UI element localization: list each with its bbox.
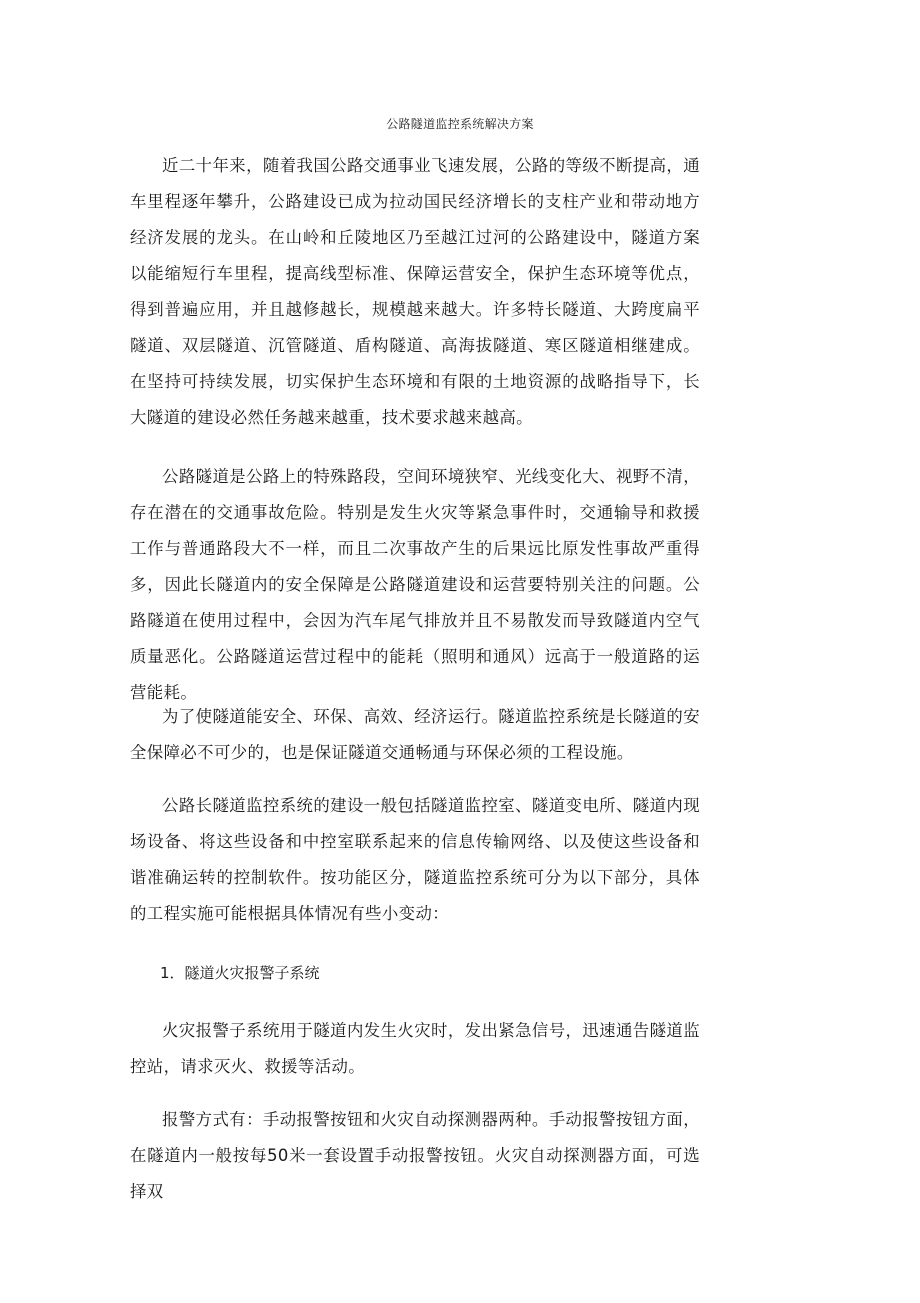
paragraph-fire-alarm-purpose: 火灾报警子系统用于隧道内发生火灾时，发出紧急信号，迅速通告隧道监控站，请求灭火、救援等活动。 — [130, 1021, 700, 1076]
paragraph-tunnel-risks: 公路隧道是公路上的特殊路段，空间环境狭窄、光线变化大、视野不清，存在潜在的交通事故危险。特别是发生火灾等紧急事件时，交通输导和救援工作与普通路段大不一样，而且二次事故产生的后果远比原发性事故严重得多，因此长隧道内的安全保障是公路隧道建设和运营要特别关注的问题。公路隧道在使用过程中，会因为汽车尾气排放并且不易散发而导致隧道内空气质量恶化。公路隧道运营过程中的能耗（照明和通风）远高于一般道路的运营能耗。 — [130, 467, 700, 702]
paragraph-alarm-methods: 报警方式有：手动报警按钮和火灾自动探测器两种。手动报警按钮方面，在隧道内一般按每50米一套设置手动报警按钮。火灾自动探测器方面，可选择双 — [130, 1110, 700, 1201]
paragraph-system-composition: 公路长隧道监控系统的建设一般包括隧道监控室、隧道变电所、隧道内现场设备、将这些设备和中控室联系起来的信息传输网络、以及使这些设备和谐准确运转的控制软件。按功能区分，隧道监控系统可分为以下部分，具体的工程实施可能根据具体情况有些小变动： — [130, 796, 700, 923]
paragraph-monitoring-purpose: 为了使隧道能安全、环保、高效、经济运行。隧道监控系统是长隧道的安全保障必不可少的，也是保证隧道交通畅通与环保必须的工程设施。 — [130, 707, 700, 762]
section-heading-fire-alarm: 1．隧道火灾报警子系统 — [160, 964, 320, 982]
paragraph-intro: 近二十年来，随着我国公路交通事业飞速发展，公路的等级不断提高，通车里程逐年攀升，公路建设已成为拉动国民经济增长的支柱产业和带动地方经济发展的龙头。在山岭和丘陵地区乃至越江过河的公路建设中，隧道方案以能缩短行车里程，提高线型标准、保障运营安全，保护生态环境等优点，得到普遍应用，并且越修越长，规模越来越大。许多特长隧道、大跨度扁平隧道、双层隧道、沉管隧道、盾构隧道、高海拔隧道、寒区隧道相继建成。在坚持可持续发展，切实保护生态环境和有限的土地资源的战略指导下，长大隧道的建设必然任务越来越重，技术要求越来越高。 — [130, 156, 700, 427]
document-title: 公路隧道监控系统解决方案 — [386, 117, 534, 131]
